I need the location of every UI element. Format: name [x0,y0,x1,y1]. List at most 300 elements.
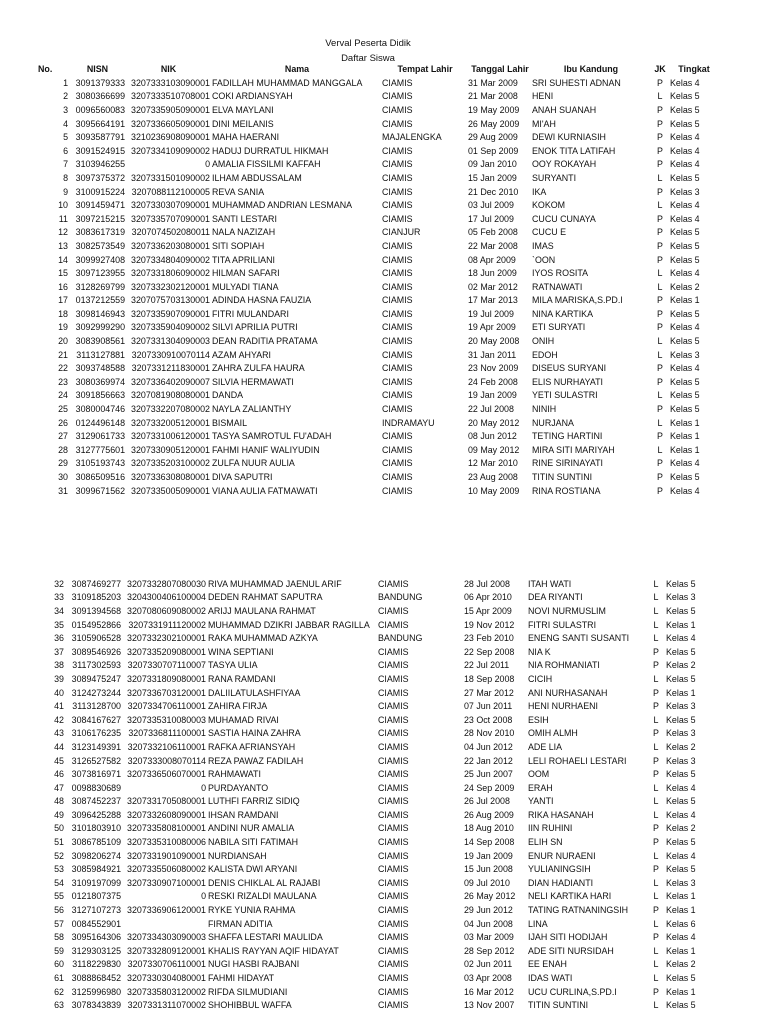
col-header-tingkat: Tingkat [678,64,710,74]
cell-nik [123,917,206,931]
cell-nik: 3204300406100004 [127,592,206,603]
cell-nik: 3207334706110001 [127,701,206,712]
cell-nama: MUHAMMAD ANDRIAN LESMANA [212,200,353,211]
cell-nama: PURDAYANTO [208,782,269,793]
cell-nama: DEDEN RAHMAT SAPUTRA [208,592,323,603]
cell-no: 24 [58,390,68,401]
cell-jk: L [653,973,659,984]
cell-tingkat: Kelas 1 [670,295,700,306]
cell-nisn: 0154952866 [71,619,121,630]
cell-tanggal-lahir: 10 May 2009 [468,485,520,496]
cell-nama: MUHAMMAD DZIKRI JABBAR RAGILLA [208,619,370,630]
cell-tingkat: Kelas 5 [670,104,700,115]
cell-no: 10 [58,200,68,211]
cell-tempat-lahir: CIAMIS [378,809,409,820]
cell-nisn: 3092999290 [75,322,125,333]
cell-jk: L [653,619,659,630]
cell-jk: P [657,254,663,265]
cell-nama: AMALIA FISSILMI KAFFAH [212,159,321,170]
cell-nik: 0 [201,782,206,793]
cell-nik: 3207332809120001 [127,945,206,956]
cell-jk: L [653,850,659,861]
cell-tanggal-lahir: 29 Aug 2009 [468,132,518,143]
cell-tanggal-lahir: 26 May 2012 [464,891,516,902]
cell-no: 44 [54,741,64,752]
cell-jk: P [657,118,663,129]
cell-nisn: 3103946255 [75,159,125,170]
table-row [34,239,718,253]
table-row [34,645,714,659]
cell-tingkat: Kelas 1 [666,986,696,997]
cell-jk: L [657,390,663,401]
cell-tempat-lahir: CIAMIS [378,986,409,997]
cell-nik: 3207332302100001 [127,633,206,644]
cell-tempat-lahir: CIAMIS [378,728,409,739]
cell-nama: ZAHRA ZULFA HAURA [212,363,305,374]
cell-tempat-lahir: CIAMIS [382,308,413,319]
cell-nama: NUGI HASBI RAJBANI [208,959,300,970]
cell-nisn: 3088868452 [71,973,121,984]
table-row [34,280,718,294]
cell-nama: DIVA SAPUTRI [212,472,273,483]
cell-nik: 3207331705080001 [127,796,206,807]
cell-nisn: 3117302593 [72,660,121,671]
cell-nama: TASYA ULIA [208,660,258,671]
cell-tingkat: Kelas 5 [670,404,700,415]
cell-tingkat: Kelas 5 [670,91,700,102]
cell-nisn: 3124273244 [71,687,121,698]
cell-nama: RIFDA SILMUDIANI [208,986,288,997]
cell-tanggal-lahir: 19 Apr 2009 [468,322,516,333]
table-row [34,713,714,727]
cell-nisn: 0124496148 [75,417,125,428]
cell-tingkat: Kelas 5 [666,796,696,807]
cell-tempat-lahir: CIAMIS [378,850,409,861]
cell-nisn: 3101803910 [71,823,121,834]
cell-tanggal-lahir: 05 Feb 2008 [468,227,518,238]
cell-tempat-lahir: CIAMIS [378,701,409,712]
cell-no: 41 [54,701,64,712]
cell-nisn: 3082573549 [75,240,125,251]
cell-tempat-lahir: CIAMIS [382,159,413,170]
col-header-tanggal-lahir: Tanggal Lahir [471,64,529,74]
cell-no: 12 [58,227,68,238]
cell-ibu-kandung: RIKA HASANAH [528,809,594,820]
cell-nik: 3207334804090002 [131,254,210,265]
col-header-nisn: NISN [86,64,109,74]
cell-ibu-kandung: NELI KARTIKA HARI [528,891,612,902]
cell-nik: 3207335905090001 [131,104,210,115]
cell-no: 18 [58,308,68,319]
cell-tempat-lahir: CIAMIS [382,240,413,251]
cell-nik: 3207336811100001 [128,728,206,739]
cell-tingkat: Kelas 4 [670,159,700,170]
table-row [34,117,718,131]
cell-tempat-lahir: CIAMIS [378,796,409,807]
cell-nisn: 3127775601 [75,444,125,455]
cell-ibu-kandung: YULIANINGSIH [528,864,591,875]
cell-tanggal-lahir: 31 Jan 2011 [468,349,517,360]
cell-nisn: 3109185203 [71,592,121,603]
cell-ibu-kandung: LINA [528,918,548,929]
table-row [34,781,714,795]
cell-no: 42 [54,714,64,725]
cell-nama: WINA SEPTIANI [208,646,274,657]
cell-nisn: 3097215215 [75,213,125,224]
cell-no: 11 [58,213,68,224]
cell-tempat-lahir: CIAMIS [378,973,409,984]
table-row [34,226,718,240]
cell-nik: 3207331006120001 [131,431,210,442]
cell-jk: L [653,809,659,820]
cell-tingkat: Kelas 2 [670,281,700,292]
cell-tingkat: Kelas 5 [666,578,696,589]
cell-jk: P [657,458,663,469]
cell-tingkat: Kelas 5 [666,837,696,848]
cell-jk: P [653,986,659,997]
cell-tanggal-lahir: 31 Mar 2009 [468,77,518,88]
table-row [34,294,718,308]
cell-no: 54 [54,877,64,888]
cell-nik: 3207336703120001 [127,687,206,698]
cell-no: 43 [54,728,64,739]
cell-nik: 3207331211830001 [131,363,210,374]
document-subtitle: Daftar Siswa [341,53,395,64]
cell-ibu-kandung: HENI [532,91,554,102]
cell-no: 48 [54,796,64,807]
cell-tempat-lahir: CIAMIS [382,390,413,401]
cell-tempat-lahir: CIAMIS [382,172,413,183]
cell-tempat-lahir: CIAMIS [382,336,413,347]
cell-nik: 3207334303090003 [127,932,206,943]
cell-tanggal-lahir: 03 Jul 2009 [468,200,514,211]
cell-jk: P [657,308,663,319]
table-row [34,699,714,713]
cell-nama: HADUJ DURRATUL HIKMAH [212,145,329,156]
cell-jk: L [657,91,663,102]
cell-nik: 3207075703130001 [131,295,210,306]
cell-ibu-kandung: EE ENAH [528,959,567,970]
cell-tanggal-lahir: 17 Jul 2009 [468,213,514,224]
cell-nama: REVA SANIA [212,186,265,197]
table-row [34,890,714,904]
cell-tanggal-lahir: 26 Aug 2009 [464,809,514,820]
cell-nik: 3207332005120001 [131,417,210,428]
table-row [34,577,714,591]
cell-tanggal-lahir: 09 May 2012 [468,444,520,455]
cell-jk: P [657,322,663,333]
cell-tingkat: Kelas 5 [670,308,700,319]
cell-ibu-kandung: YETI SULASTRI [532,390,598,401]
cell-nisn: 3096425288 [71,809,121,820]
cell-tempat-lahir: CIAMIS [378,959,409,970]
cell-tingkat: Kelas 4 [670,322,700,333]
cell-ibu-kandung: NOVI NURMUSLIM [528,605,606,616]
cell-no: 63 [54,1000,64,1011]
cell-nisn: 3089475247 [71,673,121,684]
cell-nisn: 3091856663 [75,390,125,401]
cell-nama: DINI MEILANIS [212,118,274,129]
cell-ibu-kandung: OMIH ALMH [528,728,578,739]
cell-tempat-lahir: CIAMIS [382,77,413,88]
cell-ibu-kandung: IYOS ROSITA [532,268,589,279]
cell-ibu-kandung: NURJANA [532,417,574,428]
cell-tanggal-lahir: 23 Feb 2010 [464,633,514,644]
table-body-page-1 [34,76,718,497]
cell-tempat-lahir: CIAMIS [382,213,413,224]
cell-no: 16 [58,281,68,292]
cell-tempat-lahir: CIAMIS [382,485,413,496]
cell-jk: L [653,578,659,589]
cell-ibu-kandung: NINA KARTIKA [532,308,593,319]
cell-ibu-kandung: NINIH [532,404,557,415]
cell-no: 35 [54,619,64,630]
cell-tempat-lahir: CIAMIS [382,458,413,469]
cell-tingkat: Kelas 3 [666,701,696,712]
cell-jk: P [657,376,663,387]
table-row [34,348,718,362]
cell-nisn: 3097375372 [75,172,125,183]
cell-tempat-lahir: CIAMIS [378,864,409,875]
col-header-jk: JK [654,64,666,74]
cell-jk: L [653,945,659,956]
cell-tempat-lahir: CIAMIS [382,200,413,211]
cell-tingkat: Kelas 4 [666,633,696,644]
cell-nama: RIVA MUHAMMAD JAENUL ARIF [208,578,342,589]
cell-tanggal-lahir: 01 Sep 2009 [468,145,519,156]
cell-tempat-lahir: CIAMIS [382,322,413,333]
cell-nik: 3207336906120001 [127,905,206,916]
cell-no: 36 [54,633,64,644]
cell-tingkat: Kelas 4 [670,145,700,156]
cell-nik: 3207333008070114 [127,755,206,766]
cell-nik: 3207336203080001 [131,240,210,251]
cell-nik: 3207332207080002 [131,404,210,415]
cell-tempat-lahir: CIAMIS [378,769,409,780]
table-row [34,971,714,985]
cell-nama: KALISTA DWI ARYANI [208,864,298,875]
table-row [34,321,718,335]
cell-nama: DEAN RADITIA PRATAMA [212,336,318,347]
cell-tanggal-lahir: 28 Sep 2012 [464,945,515,956]
cell-nisn: 3084167627 [71,714,121,725]
cell-tingkat: Kelas 2 [666,959,696,970]
cell-nik: 3207336506070001 [127,769,206,780]
cell-tanggal-lahir: 04 Jun 2008 [464,918,513,929]
cell-nisn: 3100915224 [75,186,125,197]
cell-no: 50 [54,823,64,834]
cell-tingkat: Kelas 4 [670,200,700,211]
cell-tingkat: Kelas 2 [666,660,696,671]
cell-nama: NURDIANSAH [208,850,267,861]
cell-nik: 3207330707110007 [127,660,206,671]
cell-nama: AZAM AHYARI [212,349,272,360]
cell-tempat-lahir: CIAMIS [378,578,409,589]
cell-tanggal-lahir: 22 Jul 2008 [468,404,514,415]
cell-nisn: 3129061733 [75,431,125,442]
cell-tempat-lahir: CIAMIS [382,91,413,102]
table-row [34,144,718,158]
cell-nik: 3207332807080030 [127,578,206,589]
cell-ibu-kandung: TITIN SUNTINI [532,472,593,483]
cell-tingkat: Kelas 5 [670,240,700,251]
cell-tempat-lahir: CIAMIS [378,646,409,657]
cell-nama: TASYA SAMROTUL FU'ADAH [212,431,332,442]
cell-no: 34 [54,605,64,616]
cell-nisn: 3093587791 [75,132,125,143]
cell-nisn: 3105193743 [75,458,125,469]
cell-tingkat: Kelas 5 [666,864,696,875]
cell-tingkat: Kelas 1 [670,444,700,455]
cell-ibu-kandung: ENENG SANTI SUSANTI [528,633,630,644]
cell-ibu-kandung: CUCU E [532,227,567,238]
cell-ibu-kandung: YANTI [528,796,554,807]
cell-nama: COKI ARDIANSYAH [212,91,293,102]
cell-jk: P [653,755,659,766]
cell-nisn: 3080366699 [75,91,125,102]
cell-ibu-kandung: KOKOM [532,200,566,211]
cell-tanggal-lahir: 23 Oct 2008 [464,714,513,725]
cell-tingkat: Kelas 4 [666,932,696,943]
table-row [34,604,714,618]
cell-tempat-lahir: CIAMIS [382,295,413,306]
cell-ibu-kandung: IIN RUHINI [528,823,573,834]
cell-tempat-lahir: CIAMIS [378,877,409,888]
cell-jk: P [657,159,663,170]
cell-jk: P [657,363,663,374]
cell-nama: SILVI APRILIA PUTRI [212,322,298,333]
cell-nama: ILHAM ABDUSSALAM [212,172,302,183]
cell-tanggal-lahir: 09 Jul 2010 [464,877,510,888]
cell-tingkat: Kelas 1 [666,619,696,630]
cell-nisn: 3091524915 [75,145,125,156]
table-row [34,862,714,876]
cell-tingkat: Kelas 5 [670,472,700,483]
cell-jk: L [653,673,659,684]
cell-no: 32 [54,578,64,589]
cell-no: 33 [54,592,64,603]
cell-ibu-kandung: FITRI SULASTRI [528,619,597,630]
table-row [34,659,714,673]
cell-jk: P [657,485,663,496]
cell-no: 49 [54,809,64,820]
cell-no: 3 [63,104,68,115]
table-row [34,158,718,172]
cell-tempat-lahir: CIAMIS [378,741,409,752]
cell-nisn: 3078343839 [71,1000,121,1011]
table-row [34,416,718,430]
cell-ibu-kandung: EDOH [532,349,558,360]
cell-nisn: 3086785109 [71,837,121,848]
cell-jk: P [657,132,663,143]
cell-ibu-kandung: TITIN SUNTINI [528,1000,589,1011]
cell-tanggal-lahir: 06 Apr 2010 [464,592,512,603]
cell-no: 1 [63,77,68,88]
cell-nisn: 3085984921 [71,864,121,875]
cell-jk: L [653,891,659,902]
cell-no: 4 [63,118,68,129]
cell-nama: RAFKA AFRIANSYAH [208,741,296,752]
table-row [34,375,718,389]
col-header-nama: Nama [284,64,310,74]
cell-no: 56 [54,905,64,916]
cell-tempat-lahir: CIAMIS [378,932,409,943]
cell-jk: L [653,918,659,929]
table-row [34,754,714,768]
cell-tempat-lahir: CIAMIS [378,782,409,793]
cell-nisn: 3125996980 [71,986,121,997]
cell-tanggal-lahir: 03 Mar 2009 [464,932,514,943]
cell-tingkat: Kelas 4 [670,132,700,143]
cell-nisn: 3128269799 [75,281,125,292]
cell-tanggal-lahir: 22 Jan 2012 [464,755,513,766]
cell-nisn: 3105906528 [71,633,121,644]
cell-nik: 3207335707090001 [131,213,210,224]
cell-nisn: 0121807375 [71,891,121,902]
cell-nik: 3207332608090001 [127,809,206,820]
cell-no: 37 [54,646,64,657]
cell-tingkat: Kelas 5 [670,254,700,265]
cell-no: 38 [54,660,64,671]
cell-tanggal-lahir: 24 Sep 2009 [464,782,515,793]
cell-nisn: 3127107273 [71,905,121,916]
table-row [34,686,714,700]
cell-tingkat: Kelas 5 [670,172,700,183]
cell-tempat-lahir: CIAMIS [382,444,413,455]
table-row [34,76,718,90]
cell-tempat-lahir: CIAMIS [378,605,409,616]
table-row [34,470,718,484]
cell-tanggal-lahir: 08 Apr 2009 [468,254,516,265]
cell-no: 45 [54,755,64,766]
cell-nama: BISMAIL [212,417,248,428]
cell-tanggal-lahir: 22 Mar 2008 [468,240,518,251]
cell-tempat-lahir: CIAMIS [378,891,409,902]
cell-nisn: 3091394568 [71,605,121,616]
cell-tempat-lahir: BANDUNG [378,592,423,603]
cell-nik: 3207335310080003 [127,714,206,725]
cell-nisn: 3095664191 [75,118,125,129]
table-row [34,998,714,1012]
table-row [34,591,714,605]
cell-tempat-lahir: CIAMIS [382,431,413,442]
cell-ibu-kandung: ANI NURHASANAH [528,687,608,698]
cell-nisn: 0098830689 [71,782,121,793]
table-row [34,631,714,645]
cell-no: 6 [63,145,68,156]
cell-nik: 3207333103090001 [131,77,210,88]
cell-no: 55 [54,891,64,902]
cell-no: 15 [58,268,68,279]
cell-ibu-kandung: ESIH [528,714,549,725]
table-row [34,389,718,403]
cell-jk: P [653,905,659,916]
cell-ibu-kandung: RATNAWATI [532,281,583,292]
cell-tingkat: Kelas 1 [666,905,696,916]
cell-no: 14 [58,254,68,265]
cell-ibu-kandung: NIA ROHMANIATI [528,660,600,671]
cell-nama: DENIS CHIKLAL AL RAJABI [208,877,321,888]
cell-jk: L [653,877,659,888]
cell-nik: 3210236908090001 [131,132,210,143]
cell-tempat-lahir: BANDUNG [378,633,423,644]
cell-no: 40 [54,687,64,698]
cell-nisn: 0084552901 [71,918,121,929]
cell-nama: ZAHIRA FIRJA [208,701,268,712]
cell-nisn: 3098206274 [71,850,121,861]
cell-tanggal-lahir: 21 Mar 2008 [468,91,518,102]
cell-no: 59 [54,945,64,956]
